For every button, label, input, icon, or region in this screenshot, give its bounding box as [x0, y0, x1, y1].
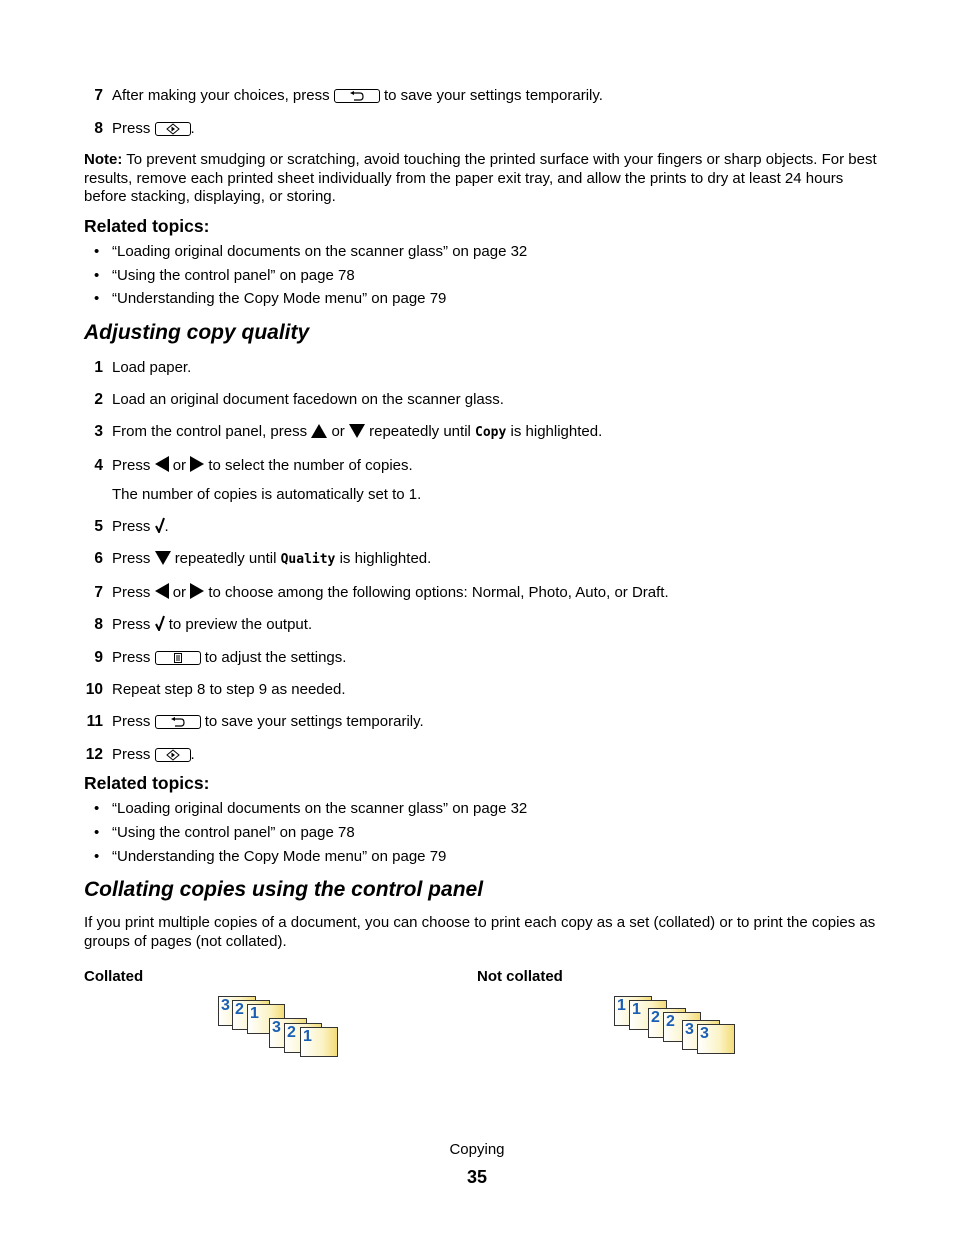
related-link-2[interactable] — [94, 266, 355, 286]
step-number: 8 — [94, 120, 103, 137]
page-number: 2 — [235, 1001, 244, 1018]
step-text: Repeat step 8 to step 9 as needed. — [112, 681, 346, 698]
not-collated-illustration — [614, 996, 729, 1056]
related-link-3[interactable] — [94, 289, 446, 309]
step-text: Press — [112, 616, 151, 633]
page-number: 1 — [617, 997, 626, 1014]
related-link-3[interactable] — [94, 847, 446, 867]
step-text: Press — [112, 649, 151, 666]
step-4-detail: The number of copies is automatically set to 1. — [112, 486, 422, 503]
page-number: 1 — [250, 1005, 259, 1022]
down-arrow-icon — [155, 551, 171, 565]
step-number: 5 — [94, 518, 103, 535]
bullet-dot: • — [94, 267, 100, 284]
related-link-text[interactable]: “Using the control panel” on page 78 — [112, 824, 355, 841]
related-link-1[interactable] — [94, 242, 527, 262]
step-text-end: to save your settings temporarily. — [383, 87, 603, 104]
right-arrow-icon — [190, 456, 204, 472]
page-number: 1 — [632, 1001, 641, 1018]
related-link-2[interactable] — [94, 823, 355, 843]
down-arrow-icon — [349, 424, 365, 438]
step-number: 2 — [94, 391, 103, 408]
step-number: 3 — [94, 423, 103, 440]
related-topics-heading: Related topics: — [84, 773, 210, 793]
page-sheet — [300, 1027, 338, 1057]
bullet-dot: • — [94, 824, 100, 841]
collating-intro: If you print multiple copies of a document, you can choose to print each copy as a set (collated) or to print the copies as groups of pages (not collated). — [84, 914, 876, 950]
step-text: Press — [112, 550, 151, 567]
page-number: 1 — [303, 1028, 312, 1045]
back-button-icon — [334, 89, 380, 103]
checkmark-icon — [155, 615, 165, 631]
step-text: Press — [112, 457, 151, 474]
page-number: 3 — [272, 1019, 281, 1036]
step-8 — [84, 615, 312, 635]
start-button-icon — [155, 748, 191, 762]
note-label: Note: — [84, 151, 123, 168]
left-arrow-icon — [155, 583, 169, 599]
step-8-top — [84, 119, 195, 139]
step-text-or: or — [331, 423, 345, 440]
step-text: Load paper. — [112, 359, 192, 376]
step-number: 7 — [94, 87, 103, 104]
right-arrow-icon — [190, 583, 204, 599]
page-sheet — [697, 1024, 735, 1054]
related-link-text[interactable]: “Using the control panel” on page 78 — [112, 267, 355, 284]
menu-item-code: Copy — [475, 425, 507, 440]
step-text-end: . — [164, 518, 169, 535]
step-text-end: to choose among the following options: Normal, Photo, Auto, or Draft. — [208, 584, 669, 601]
step-text-end: to preview the output. — [168, 616, 313, 633]
up-arrow-icon — [311, 424, 327, 438]
page-number: 2 — [666, 1013, 675, 1030]
step-3 — [84, 422, 602, 442]
step-number: 12 — [85, 746, 103, 763]
step-text-or: or — [172, 457, 187, 474]
step-text-end: . — [190, 746, 195, 763]
step-text-end: to save your settings temporarily. — [204, 713, 424, 730]
step-6 — [84, 549, 431, 569]
bullet-dot: • — [94, 243, 100, 260]
step-number: 10 — [85, 681, 103, 698]
related-link-text[interactable]: “Loading original documents on the scanner glass” on page 32 — [112, 243, 528, 260]
start-button-icon — [155, 122, 191, 136]
step-number: 11 — [86, 713, 103, 730]
footer-chapter: Copying — [449, 1141, 505, 1158]
step-number: 1 — [94, 359, 103, 376]
page-number: 2 — [651, 1009, 660, 1026]
step-number: 7 — [94, 584, 103, 601]
step-text: After making your choices, press — [112, 87, 330, 104]
left-arrow-icon — [155, 456, 169, 472]
page-number: 3 — [685, 1021, 694, 1038]
bullet-dot: • — [94, 848, 100, 865]
step-text-end: is highlighted. — [339, 550, 432, 567]
step-text: Press — [112, 518, 151, 535]
step-text: Load an original document facedown on the scanner glass. — [112, 391, 504, 408]
bullet-dot: • — [94, 800, 100, 817]
step-number: 4 — [94, 457, 103, 474]
step-1 — [84, 358, 191, 378]
checkmark-icon — [155, 517, 165, 533]
menu-button-icon — [155, 651, 201, 665]
section-heading-adjusting-copy-quality: Adjusting copy quality — [84, 321, 310, 344]
related-link-text[interactable]: “Loading original documents on the scanner glass” on page 32 — [112, 800, 528, 817]
step-text-end: is highlighted. — [510, 423, 603, 440]
back-button-icon — [155, 715, 201, 729]
bullet-dot: • — [94, 290, 100, 307]
step-7-top — [84, 86, 603, 106]
step-2 — [84, 390, 504, 410]
collated-illustration — [218, 996, 333, 1060]
section-heading-collating-copies: Collating copies using the control panel — [84, 878, 484, 901]
step-10 — [84, 680, 346, 700]
collated-label: Collated — [84, 968, 144, 985]
step-text: Press — [112, 713, 151, 730]
step-number: 6 — [94, 550, 103, 567]
page-number: 2 — [287, 1024, 296, 1041]
step-text: repeatedly until — [174, 550, 277, 567]
step-text-end: to adjust the settings. — [204, 649, 347, 666]
step-text: Press — [112, 120, 151, 137]
page-number: 3 — [221, 997, 230, 1014]
step-text-end: to select the number of copies. — [208, 457, 413, 474]
step-number: 8 — [94, 616, 103, 633]
related-topics-heading: Related topics: — [84, 216, 210, 236]
step-text: repeatedly until — [369, 423, 471, 440]
note-text: To prevent smudging or scratching, avoid touching the printed surface with your fingers or sharp objects. For best results, remove each printed sheet individually from the paper exit tray, and allow the prints to dry at least 24 hours before stacking, displaying, or storing. — [84, 151, 877, 205]
related-link-text[interactable]: “Understanding the Copy Mode menu” on page 79 — [112, 290, 447, 307]
menu-item-code: Quality — [280, 552, 336, 567]
step-text: Press — [112, 584, 151, 601]
step-text: From the control panel, press — [112, 423, 308, 440]
step-11 — [84, 712, 424, 732]
step-7 — [84, 583, 669, 603]
related-link-text[interactable]: “Understanding the Copy Mode menu” on page 79 — [112, 848, 447, 865]
step-text: Press — [112, 746, 151, 763]
step-text-or: or — [172, 584, 187, 601]
note-paragraph — [84, 151, 884, 207]
not-collated-label: Not collated — [477, 968, 563, 985]
related-link-1[interactable] — [94, 799, 527, 819]
step-5 — [84, 517, 169, 537]
page-number: 3 — [700, 1025, 709, 1042]
step-4 — [84, 456, 413, 476]
step-text-end: . — [190, 120, 195, 137]
step-number: 9 — [94, 649, 103, 666]
step-12 — [84, 745, 195, 765]
step-9 — [84, 648, 346, 668]
page-number: 35 — [466, 1167, 488, 1187]
